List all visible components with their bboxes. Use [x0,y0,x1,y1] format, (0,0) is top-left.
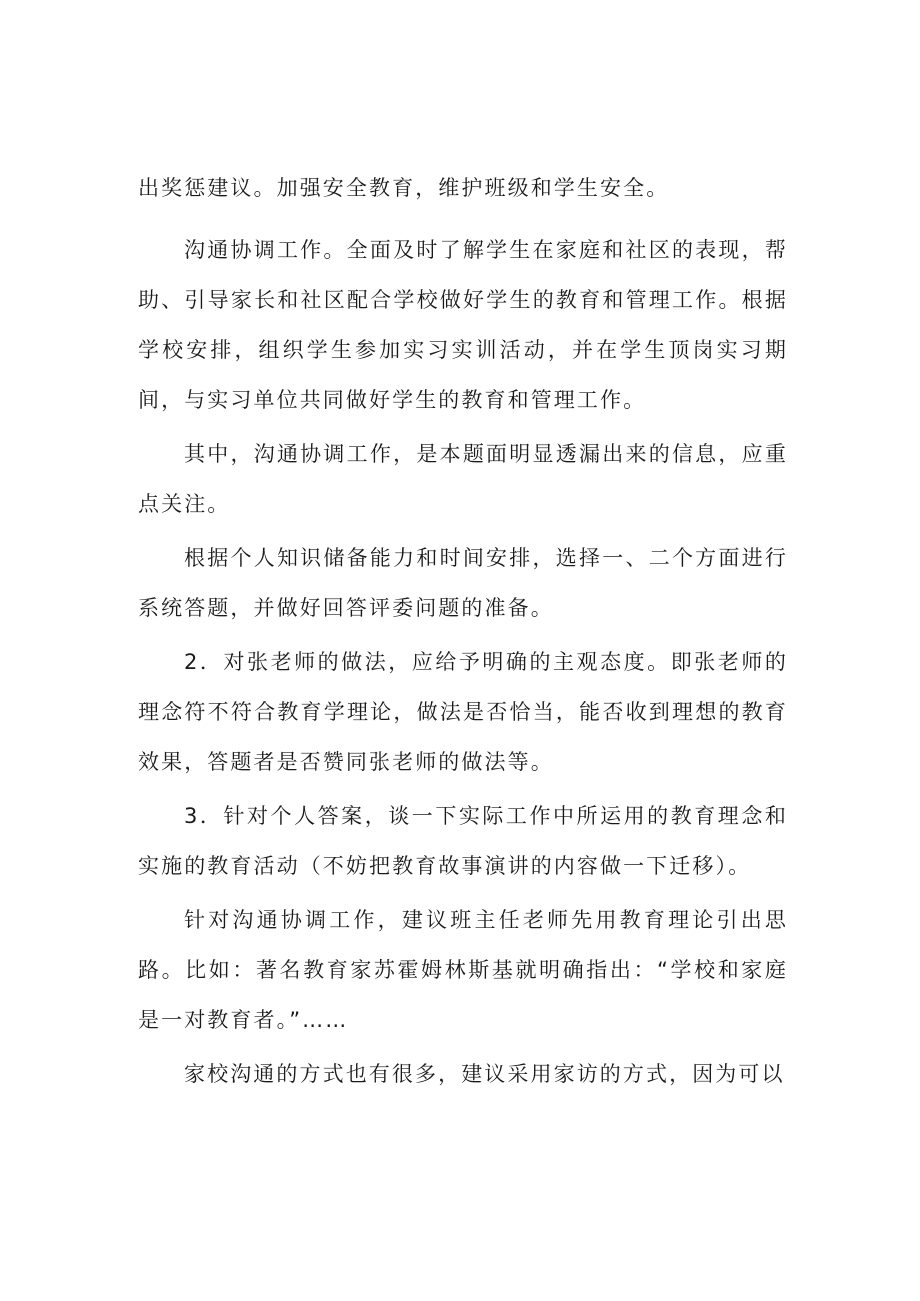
paragraph-reward-safety: 出奖惩建议。加强安全教育，维护班级和学生安全。 [138,176,670,200]
paragraph-point-3: 3．针对个人答案，谈一下实际工作中所运用的教育理念和实施的教育活动（不妨把教育故事演讲的内容做一下迁移）。 [138,804,788,878]
paragraph-answer-selection: 根据个人知识储备能力和时间安排，选择一、二个方面进行系统答题，并做好回答评委问题的准备。 [138,546,788,620]
paragraph-home-visit: 家校沟通的方式也有很多，建议采用家访的方式，因为可以 [184,1062,785,1086]
paragraph-communication-work: 沟通协调工作。全面及时了解学生在家庭和社区的表现，帮助、引导家长和社区配合学校做好学生的教育和管理工作。根据学校安排，组织学生参加实习实训活动，并在学生顶岗实习期间，与实习单位共同做好学生的教育和管理工作。 [138,238,788,412]
paragraph-point-2: 2．对张老师的做法，应给予明确的主观态度。即张老师的理念符不符合教育学理论，做法是否恰当，能否收到理想的教育效果，答题者是否赞同张老师的做法等。 [138,650,788,774]
paragraph-key-focus: 其中，沟通协调工作，是本题面明显透漏出来的信息，应重点关注。 [138,442,788,516]
document-body [138,163,788,1099]
paragraph-theory-quote: 针对沟通协调工作，建议班主任老师先用教育理论引出思路。比如：著名教育家苏霍姆林斯基就明确指出：“学校和家庭是一对教育者。”…… [138,908,788,1032]
